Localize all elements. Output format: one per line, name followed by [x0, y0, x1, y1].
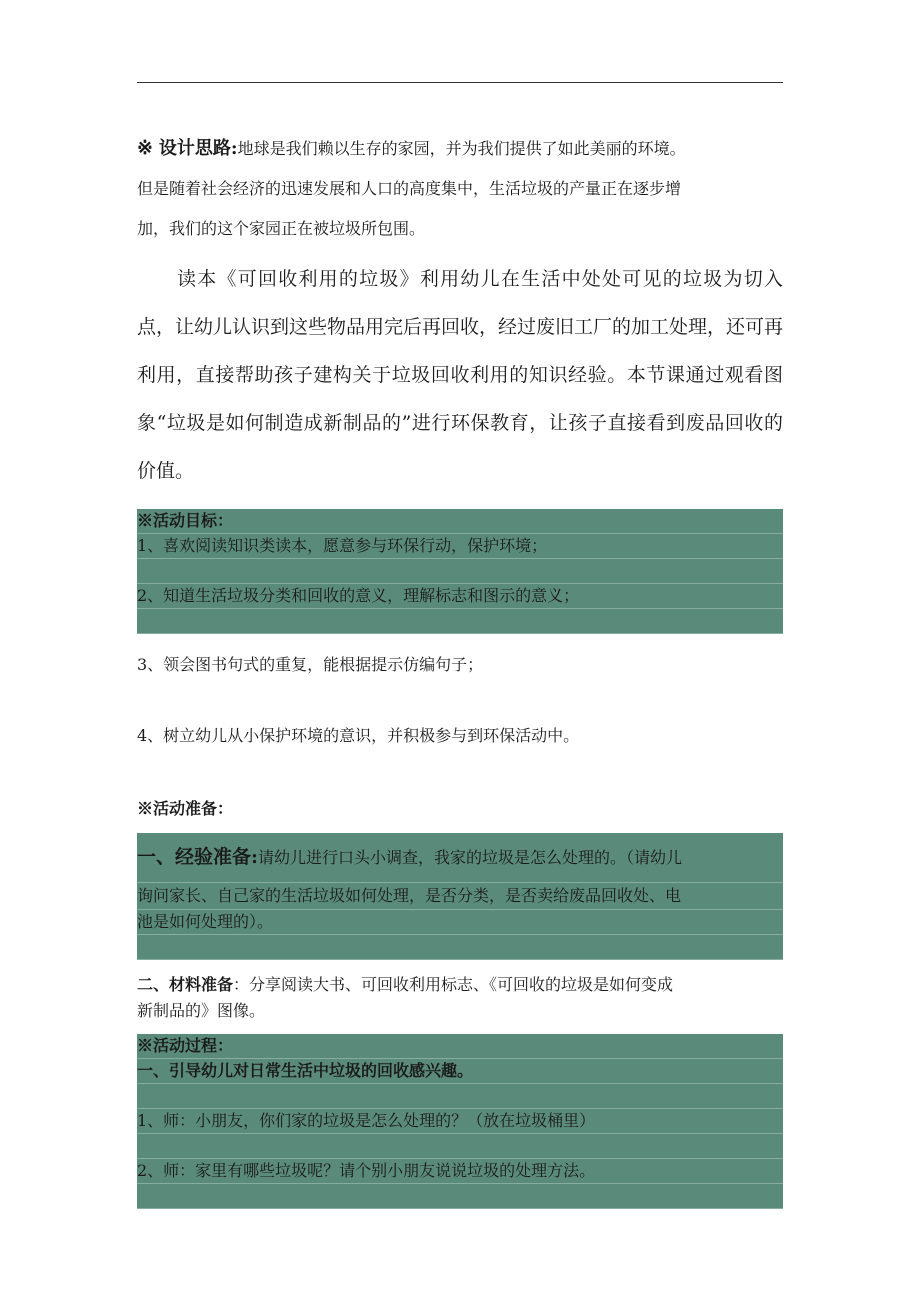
- prep-title: ※活动准备：: [137, 799, 234, 818]
- reference-mark: ※: [137, 137, 153, 159]
- experience-prep-line-3: 池是如何处理的）。: [137, 910, 783, 935]
- document-body: [137, 128, 783, 1209]
- blank-row: [137, 1134, 783, 1159]
- blank-row: [137, 559, 783, 584]
- experience-prep-block: [137, 833, 783, 960]
- process-question-1: 1、师：小朋友，你们家的垃圾是怎么处理的？（放在垃圾桶里）: [137, 1109, 783, 1134]
- goals-title: ※活动目标：: [137, 509, 783, 534]
- blank-row: [137, 1184, 783, 1209]
- design-paragraph: [137, 128, 783, 249]
- material-prep-line-2: 新制品的》图像。: [137, 1001, 266, 1020]
- design-line-1: 地球是我们赖以生存的家园，并为我们提供了如此美丽的环境。: [237, 139, 686, 158]
- goal-item-4: 4、树立幼儿从小保护环境的意识，并积极参与到环保活动中。: [137, 726, 580, 745]
- goal-item-2: 2、知道生活垃圾分类和回收的意义，理解标志和图示的意义；: [137, 584, 783, 609]
- experience-prep-line-2: 询问家长、自己家的生活垃圾如何处理，是否分类，是否卖给废品回收处、电: [137, 883, 783, 910]
- design-line-3: 加，我们的这个家园正在被垃圾所包围。: [137, 219, 426, 238]
- goal-item-3: 3、领会图书句式的重复，能根据提示仿编句子；: [137, 655, 484, 674]
- header-rule: [137, 82, 783, 83]
- experience-prep-line-1: [137, 833, 783, 883]
- process-question-2: 2、师：家里有哪些垃圾呢？请个别小朋友说说垃圾的处理方法。: [137, 1159, 783, 1184]
- process-block: [137, 1034, 783, 1209]
- experience-prep-label: 一、经验准备:: [137, 846, 259, 868]
- process-title: ※活动过程：: [137, 1034, 783, 1059]
- process-step-1: 一、引导幼儿对日常生活中垃圾的回收感兴趣。: [137, 1059, 783, 1084]
- material-prep-paragraph: [137, 972, 783, 1024]
- goals-block: [137, 509, 783, 634]
- blank-row: [137, 935, 783, 960]
- blank-row: [137, 1084, 783, 1109]
- design-label: 设计思路:: [158, 138, 238, 159]
- material-prep-label: 二、材料准备: [137, 975, 234, 994]
- goal-item-1: 1、喜欢阅读知识类读本，愿意参与环保行动，保护环境；: [137, 534, 783, 559]
- reading-paragraph: 读本《可回收利用的垃圾》利用幼儿在生活中处处可见的垃圾为切入点，让幼儿认识到这些物品用完后再回收，经过废旧工厂的加工处理，还可再利用，直接帮助孩子建构关于垃圾回收利用的知识经验。本节课通过观看图象“垃圾是如何制造成新制品的”进行环保教育，让孩子直接看到废品回收的价值。: [137, 268, 784, 482]
- material-prep-line-1: ：分享阅读大书、可回收利用标志、《可回收的垃圾是如何变成: [233, 975, 674, 994]
- blank-row: [137, 609, 783, 634]
- design-line-2: 但是随着社会经济的迅速发展和人口的高度集中，生活垃圾的产量正在逐步增: [137, 179, 682, 198]
- experience-prep-text-1: 请幼儿进行口头小调查，我家的垃圾是怎么处理的。（请幼儿: [258, 848, 683, 867]
